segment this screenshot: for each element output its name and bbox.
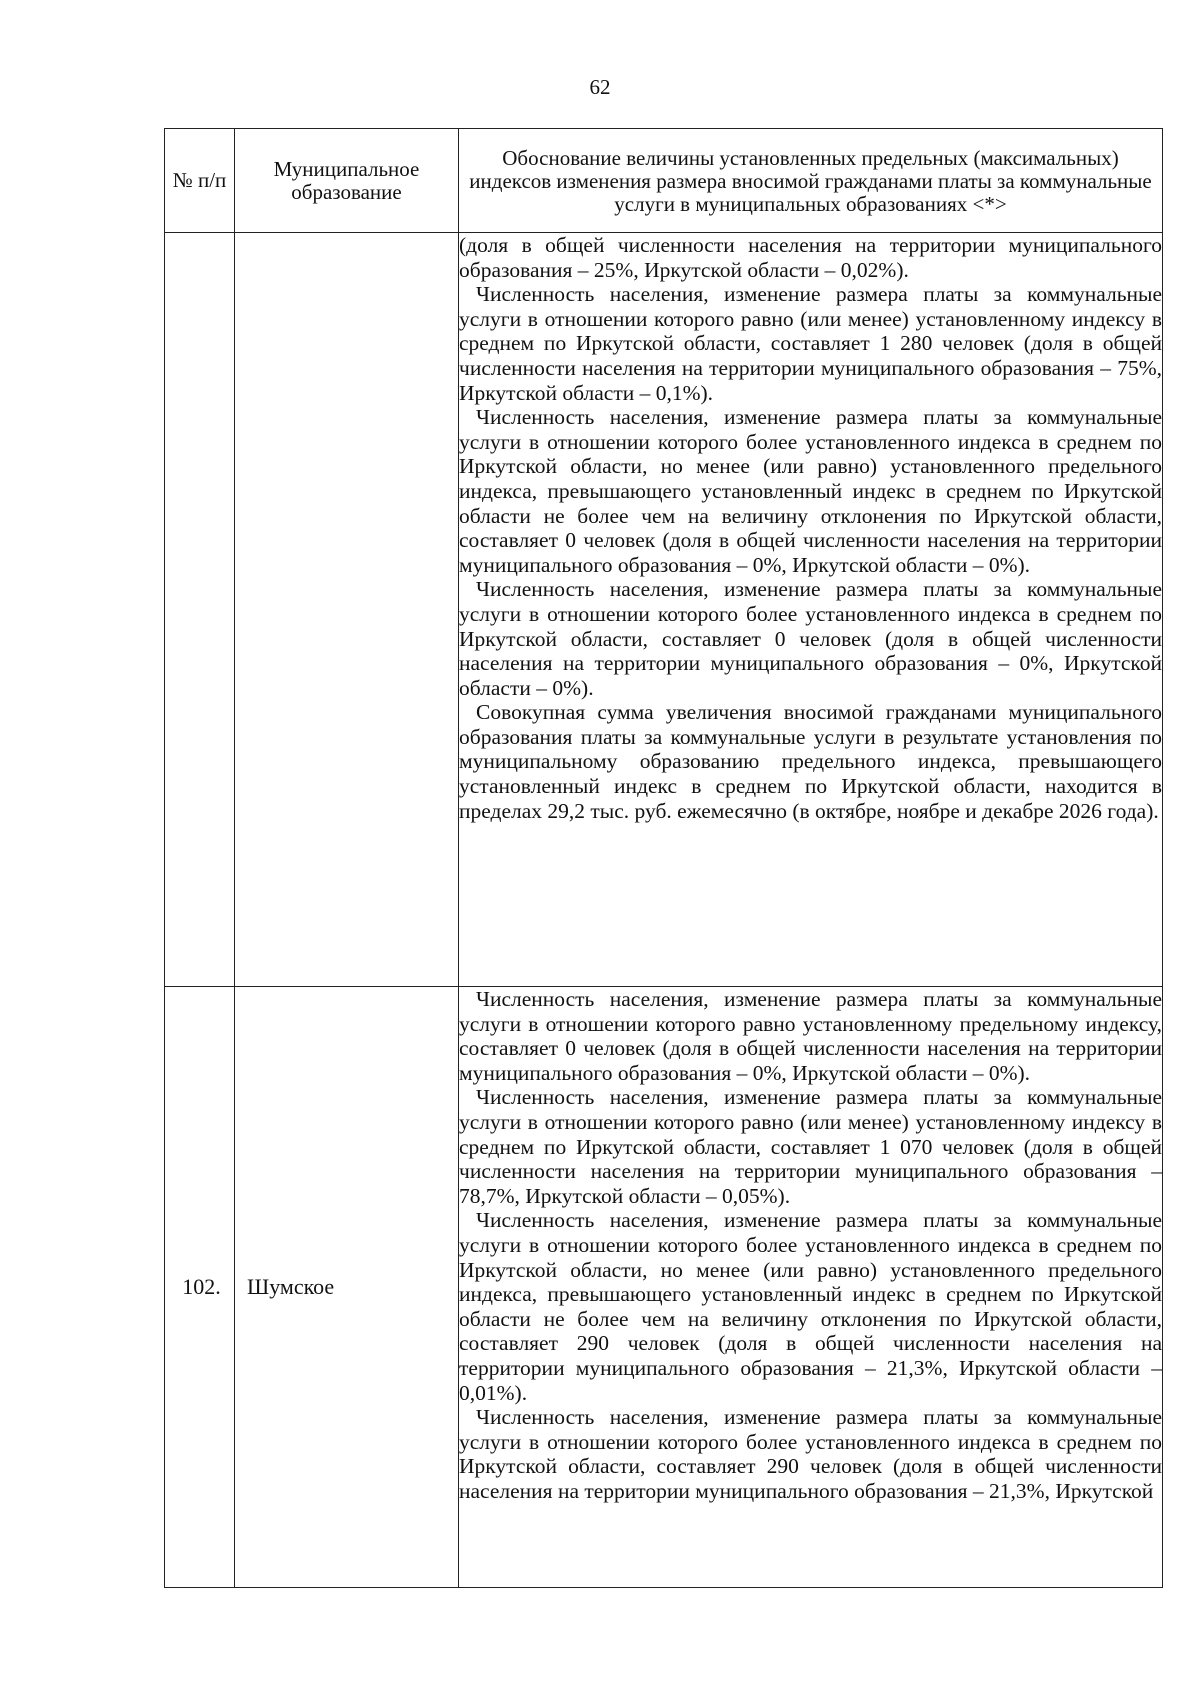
table-header-row [165, 129, 1163, 233]
table-row [165, 233, 1163, 987]
row-municipality [235, 233, 459, 987]
tariff-justification-table [164, 128, 1163, 1588]
justification-paragraph: Численность населения, изменение размера платы за коммунальные услуги в отношении которого более установленного индекса в среднем по Иркутской области, но менее (или равно) установленного предельного индекса, превышающего установленный индекс в среднем по Иркутской области не более чем на величину отклонения по Иркутской области, составляет 290 человек (доля в общей численности населения на территории муниципального образования – 21,3%, Иркутской области – 0,01%). [459, 1208, 1162, 1405]
header-number: № п/п [165, 129, 235, 233]
justification-paragraph: Численность населения, изменение размера платы за коммунальные услуги в отношении которого равно (или менее) установленному индексу в среднем по Иркутской области, составляет 1 070 человек (доля в общей численности населения на территории муниципального образования – 78,7%, Иркутской области – 0,05%). [459, 1085, 1162, 1208]
row-justification [459, 987, 1163, 1588]
header-municipality: Муниципальное образование [235, 129, 459, 233]
justification-paragraph: (доля в общей численности населения на территории муниципального образования – 25%, Иркутской области – 0,02%). [459, 233, 1162, 282]
justification-paragraph: Численность населения, изменение размера платы за коммунальные услуги в отношении которого более установленного индекса в среднем по Иркутской области, составляет 290 человек (доля в общей численности населения на территории муниципального образования – 21,3%, Иркутской [459, 1405, 1162, 1503]
header-justification: Обоснование величины установленных предельных (максимальных) индексов изменения размера вносимой гражданами платы за коммунальные услуги в муниципальных образованиях <*> [459, 129, 1163, 233]
page-number: 62 [589, 75, 611, 99]
table-row [165, 987, 1163, 1588]
row-municipality: Шумское [235, 987, 459, 1588]
justification-paragraph: Численность населения, изменение размера платы за коммунальные услуги в отношении которого равно (или менее) установленному индексу в среднем по Иркутской области, составляет 1 280 человек (доля в общей численности населения на территории муниципального образования – 75%, Иркутской области – 0,1%). [459, 282, 1162, 405]
justification-paragraph: Численность населения, изменение размера платы за коммунальные услуги в отношении которого более установленного индекса в среднем по Иркутской области, составляет 0 человек (доля в общей численности населения на территории муниципального образования – 0%, Иркутской области – 0%). [459, 577, 1162, 700]
justification-paragraph: Численность населения, изменение размера платы за коммунальные услуги в отношении которого более установленного индекса в среднем по Иркутской области, но менее (или равно) установленного предельного индекса, превышающего установленный индекс в среднем по Иркутской области не более чем на величину отклонения по Иркутской области, составляет 0 человек (доля в общей численности населения на территории муниципального образования – 0%, Иркутской области – 0%). [459, 405, 1162, 577]
justification-paragraph: Совокупная сумма увеличения вносимой гражданами муниципального образования платы за коммунальные услуги в результате установления по муниципальному образованию предельного индекса, превышающего установленный индекс в среднем по Иркутской области, находится в пределах 29,2 тыс. руб. ежемесячно (в октябре, ноябре и декабре 2026 года). [459, 700, 1162, 823]
row-number [165, 233, 235, 987]
justification-paragraph: Численность населения, изменение размера платы за коммунальные услуги в отношении которого равно установленному предельному индексу, составляет 0 человек (доля в общей численности населения на территории муниципального образования – 0%, Иркутской области – 0%). [459, 987, 1162, 1085]
row-justification [459, 233, 1163, 987]
row-number: 102. [165, 987, 235, 1588]
